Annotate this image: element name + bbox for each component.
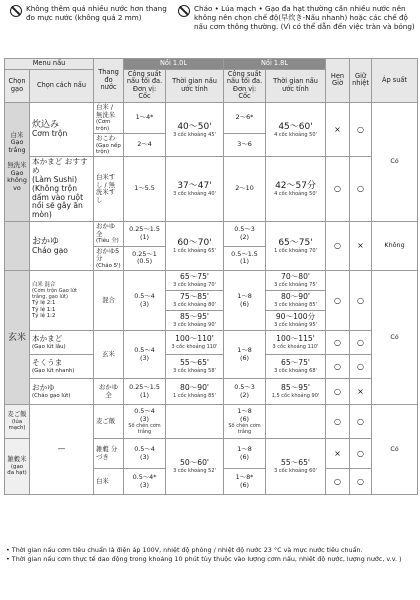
cap-a: 1〜4* (124, 102, 166, 133)
capacity-b-header: Công suất nấu tối đa. Đơn vị: Cốc (224, 69, 266, 102)
scale-white: 白米 (94, 469, 124, 495)
time-a: 85〜95' 3 cốc khoảng 90' (166, 311, 224, 331)
time-a: 50〜60' 3 cốc khoảng 52' (166, 439, 224, 495)
warm-mark: ○ (350, 405, 372, 439)
warm-mark: ○ (350, 331, 372, 355)
time-b: 55〜65' 3 cốc khoảng 60' (266, 439, 326, 495)
scale-brown: 玄米 (94, 331, 124, 379)
timer-mark: ○ (326, 271, 350, 331)
scale-header: Thang đo nước (94, 59, 124, 103)
cap-a: 1〜5.5 (124, 157, 166, 222)
cap-b: 0.5〜3 (2) (224, 221, 266, 246)
method-porridge: おかゆ Cháo gạo (30, 221, 94, 270)
scale-multigrain: 雑穀 分づき (94, 439, 124, 469)
pressure-mark: Có (372, 102, 418, 221)
cap-a: 0.5〜4 (3) (124, 439, 166, 469)
time-a: 55〜65' 3 cốc khoảng 58' (166, 355, 224, 379)
time-a: 40〜50' 3 cốc khoảng 45' (166, 102, 224, 156)
cap-a: 2〜4 (124, 133, 166, 156)
cooking-menu-table (4, 58, 418, 495)
time-a-header: Thời gian nấu ước tính (166, 69, 224, 102)
model-a-header: Nồi 1.0L (124, 59, 224, 70)
time-a: 60〜70' 1 cốc khoảng 65' (166, 221, 224, 270)
method-brown-mixed: 白米 混合 (Cơm trộn Gạo lứt trắng, gạo lứt) Tỷ lệ 2:1 Tỷ lệ 1:1 Tỷ lệ 1:2 (30, 271, 94, 331)
white-rice-porridge-group (5, 221, 30, 270)
warm-mark: ○ (350, 469, 372, 495)
time-b: 80〜90' 3 cốc khoảng 85' (266, 291, 326, 311)
timer-mark: ○ (326, 157, 350, 222)
choose-rice-header: Chọn gạo (5, 69, 30, 102)
warm-mark: ○ (350, 102, 372, 156)
timer-mark: × (326, 439, 350, 469)
time-b: 85〜95' 1,5 cốc khoảng 90' (266, 379, 326, 405)
scale-barley: 麦ご飯 (94, 405, 124, 439)
time-b-header: Thời gian nấu ước tính (266, 69, 326, 102)
cap-b: 1〜8* (6) (224, 469, 266, 495)
note-porridge-text: Cháo • Lúa mạch • Gạo đa hạt thường cần nhiều nước nên không nên chọn chế độ(早炊き-Nấu nhanh) hoặc các chế độ nấu cơm thông thường. (Vì có thể dẫn đến việc tràn và bỏng) (194, 4, 415, 31)
warm-mark: ○ (350, 439, 372, 469)
warm-mark: ○ (350, 355, 372, 379)
scale-brown-mixed: 混合 (94, 271, 124, 331)
time-b: 100〜115' 3 cốc khoảng 110' (266, 331, 326, 355)
time-a: 75〜85' 3 cốc khoảng 80' (166, 291, 224, 311)
scale-brown-porridge: おかゆ全 (94, 379, 124, 405)
cap-b: 0.5〜3 (2) (224, 379, 266, 405)
cap-b: 0.5〜1.5 (1) (224, 246, 266, 271)
pressure-header: Áp suất (372, 59, 418, 103)
timer-mark: ○ (326, 331, 350, 355)
cap-a: 0.25〜1.5 (1) (124, 221, 166, 246)
cap-b: 2〜6* (224, 102, 266, 133)
cap-b: 1〜8 (6) (224, 439, 266, 469)
timer-mark: ○ (326, 379, 350, 405)
scale-mixed: 白米 / 無洗米 (Cơm trộn) (94, 102, 124, 133)
time-a: 65〜75' 3 cốc khoảng 70' (166, 271, 224, 291)
notes-area (0, 0, 420, 58)
time-a: 37〜47' 3 cốc khoảng 40' (166, 157, 224, 222)
time-a: 100〜110' 3 cốc khoảng 110' (166, 331, 224, 355)
cap-b: 1〜8 (6) (224, 271, 266, 331)
cap-a: 0.5〜4 (3) Số chén cơm trắng (124, 405, 166, 439)
cap-a: 0.5〜4 (3) (124, 271, 166, 331)
method-brown-fast: そくうま (Gạo lứt nhanh) (30, 355, 94, 379)
timer-mark: ○ (326, 355, 350, 379)
timer-mark: ○ (326, 405, 350, 439)
cap-b: 1〜8 (6) (224, 331, 266, 379)
method-brown-porridge: おかゆ (Cháo gạo lứt) (30, 379, 94, 405)
scale-sushi: 白米すし / 無洗米すし (94, 157, 124, 222)
warm-mark: ○ (350, 271, 372, 331)
cap-a: 0.5〜4* (3) (124, 469, 166, 495)
timer-header: Hẹn Giờ (326, 59, 350, 103)
warm-mark: ○ (350, 157, 372, 222)
pressure-mark: Không (372, 221, 418, 270)
timer-mark: × (326, 102, 350, 156)
cap-b: 1〜8 (6) Số chén cơm trắng (224, 405, 266, 439)
time-b: 90〜100分 3 cốc khoảng 95' (266, 311, 326, 331)
cap-a: 0.25〜1.5 (1) (124, 379, 166, 405)
method-sushi: 本かまど おすすめ (Làm Sushi) (Không trộn dấm vào ruột nồi sẽ gây ăn mòn) (30, 157, 94, 222)
time-b: 70〜80' 3 cốc khoảng 75' (266, 271, 326, 291)
time-a: 80〜90' 1 cốc khoảng 85' (166, 379, 224, 405)
cap-a: 0.25〜1 (0.5) (124, 246, 166, 271)
prohibited-icon (10, 5, 22, 17)
time-b: 42〜57分 4 cốc khoảng 50' (266, 157, 326, 222)
scale-okowa: おこわ (Gạo nếp trộn) (94, 133, 124, 156)
method-dash: — (30, 405, 94, 495)
choose-method-header: Chọn cách nấu (30, 69, 94, 102)
keep-warm-header: Giữ nhiệt (350, 59, 372, 103)
time-b: 65〜75' 3 cốc khoảng 68' (266, 355, 326, 379)
warm-mark: × (350, 379, 372, 405)
barley-group: 麦ご飯 (lúa mạch) (5, 405, 30, 439)
capacity-a-header: Công suất nấu tối đa. Đơn vị: Cốc (124, 69, 166, 102)
warm-mark: × (350, 221, 372, 270)
cap-a: 0.5〜4 (3) (124, 331, 166, 379)
white-rice-group: 白米 Gạo trắng 無洗米 Gạo không vo (5, 102, 30, 221)
footer-line-1: • Thời gian nấu cơm tiêu chuẩn là điện áp 100V, nhiệt độ phòng / nhiệt độ nước 23 °C và mực nước tiêu chuẩn. (6, 546, 363, 554)
multigrain-group: 雑穀米 (gạo đa hạt) (5, 439, 30, 495)
timer-mark: ○ (326, 469, 350, 495)
method-mixed-rice: 炊込み Cơm trộn (30, 102, 94, 156)
cap-b: 2〜10 (224, 157, 266, 222)
pressure-mark: Có (372, 271, 418, 405)
note-porridge-warning (178, 4, 418, 31)
brown-rice-group: 玄米 (5, 271, 30, 405)
scale-porridge-full: おかゆ全 (Tiêu 全) (94, 221, 124, 246)
time-b: 45〜60' 4 cốc khoảng 50' (266, 102, 326, 156)
prohibited-icon (178, 5, 190, 17)
note-water-level-text: Không thêm quá nhiều nước hơn thang đo mực nước (không quá 2 mm) (26, 4, 167, 22)
scale-porridge-5: おかゆ5分 (Cháo 5') (94, 246, 124, 271)
note-water-level (10, 4, 170, 22)
method-brown-long: 本かまど (Gạo lứt lâu) (30, 331, 94, 355)
model-b-header: Nồi 1.8L (224, 59, 326, 70)
pressure-mark: Có (372, 405, 418, 495)
time-a-empty (166, 405, 224, 439)
time-b-empty (266, 405, 326, 439)
menu-header: Menu nấu (5, 59, 94, 70)
footer-notes (6, 546, 416, 563)
footer-line-2: • Thời gian nấu cơm thực tế dao động trong khoảng 10 phút tùy thuộc vào lượng cơm nấu, nhiệt độ nước, lượng nước, v.v. ) (6, 554, 402, 563)
cap-b: 3〜6 (224, 133, 266, 156)
time-b: 65〜75' 1 cốc khoảng 70' (266, 221, 326, 270)
timer-mark: ○ (326, 221, 350, 270)
